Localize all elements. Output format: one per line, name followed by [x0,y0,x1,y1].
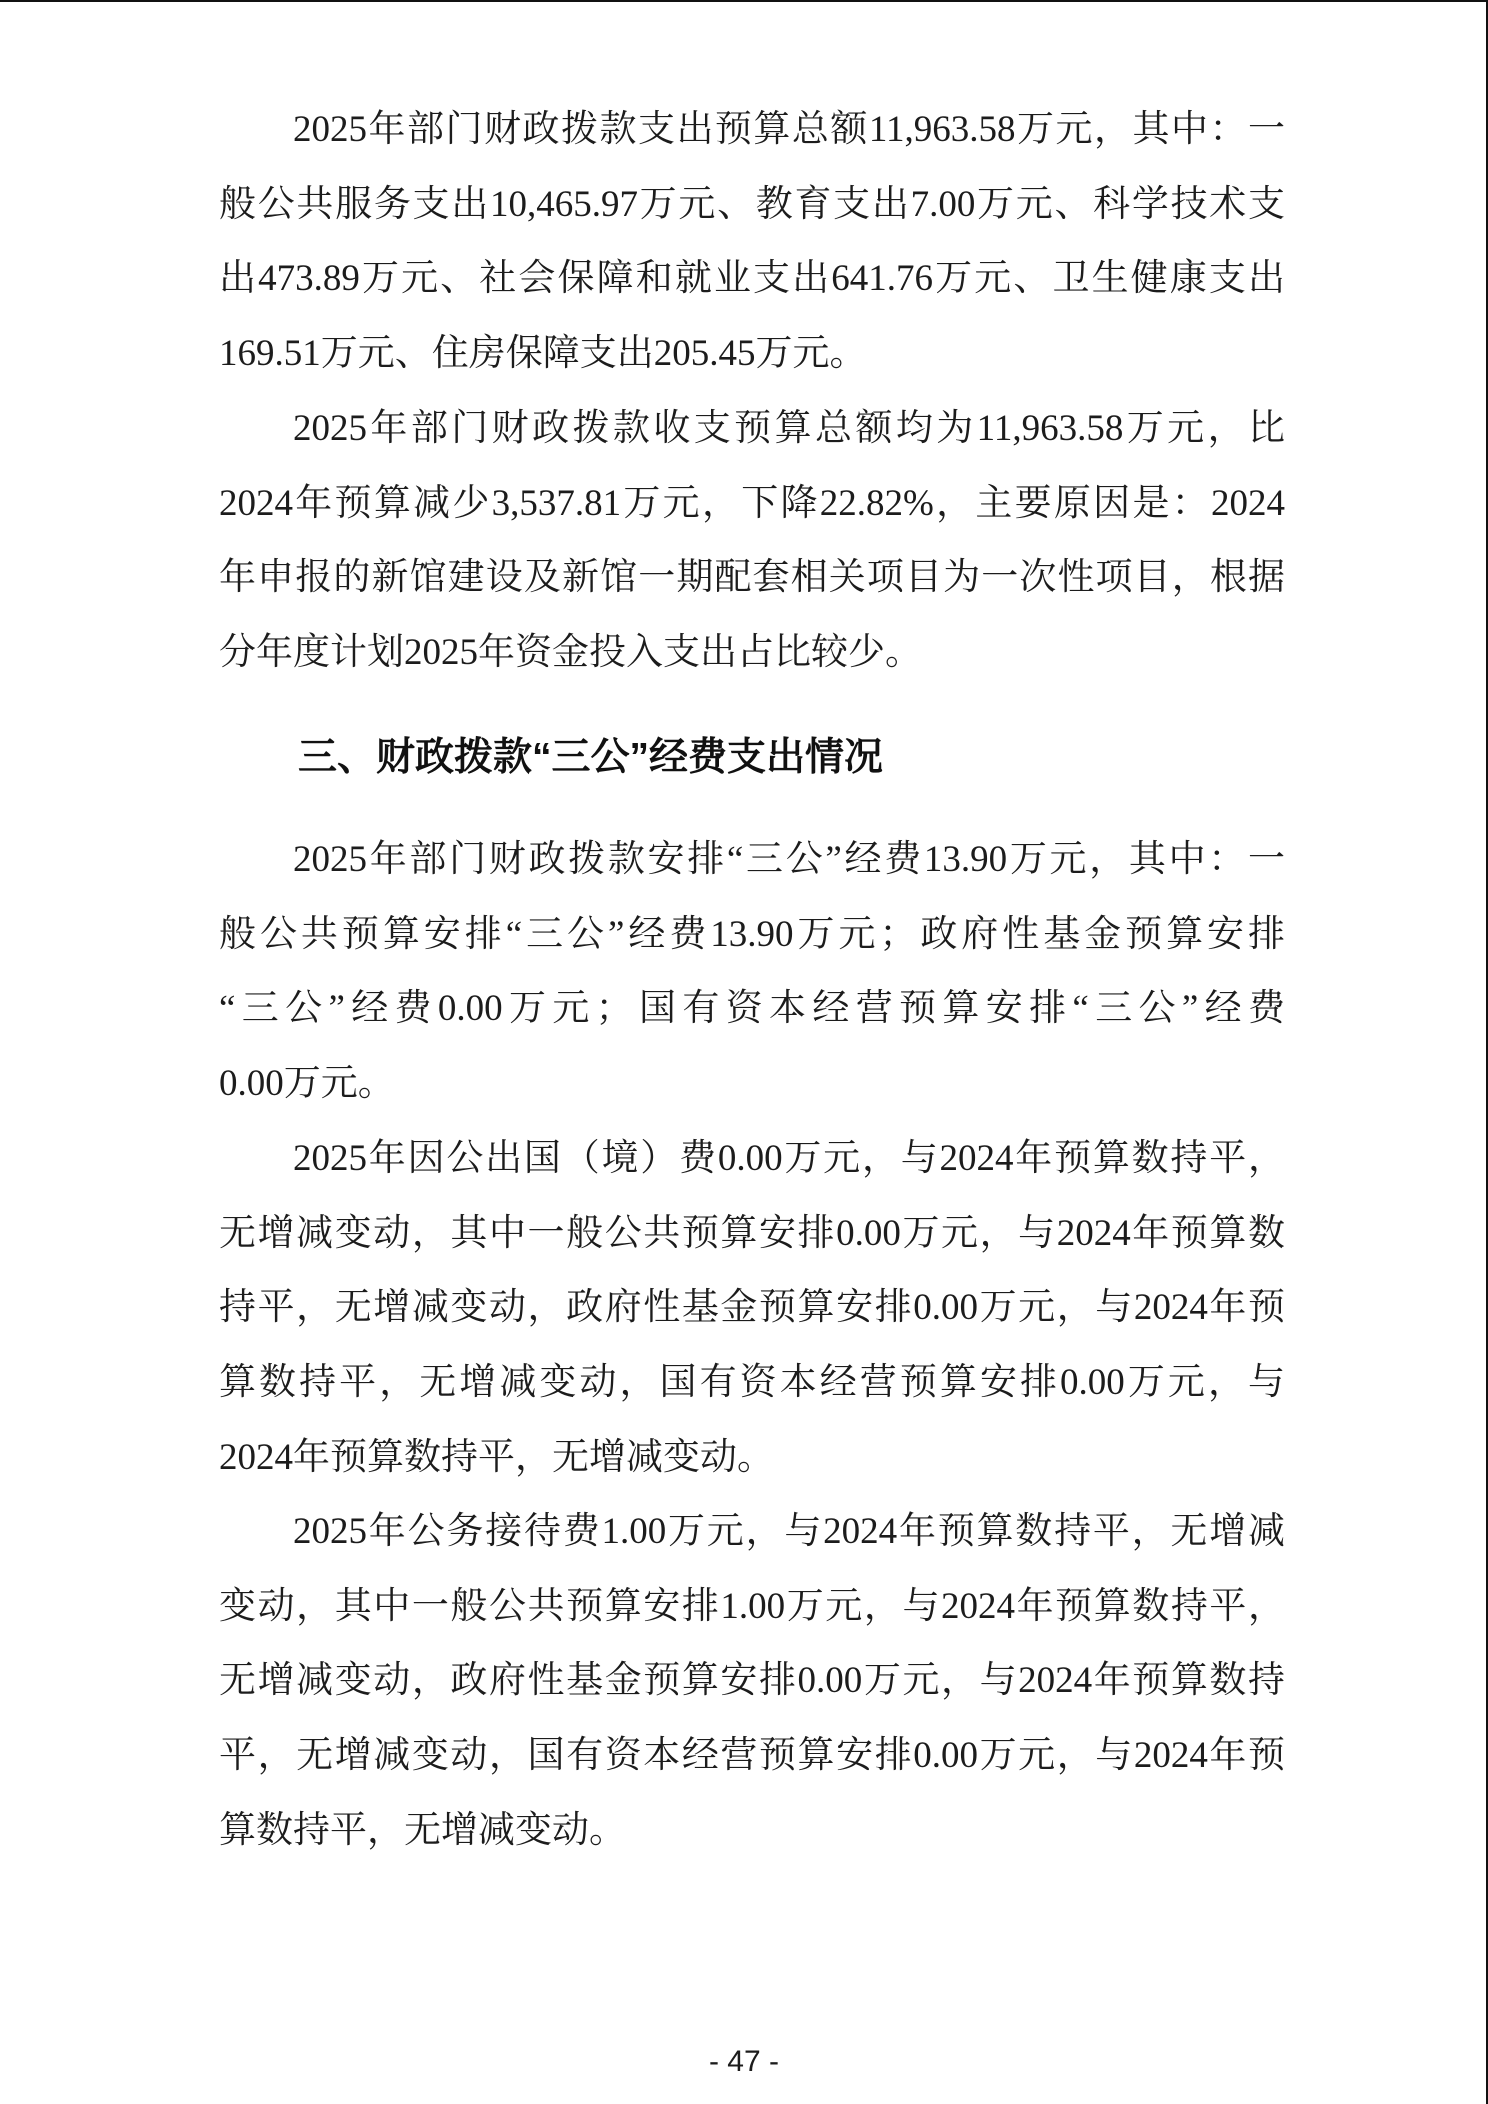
paragraph-reception-expenses [219,1495,1285,1868]
paragraph-line: 无增减变动，政府性基金预算安排0.00万元，与2024年预算数持 [219,1660,1285,1702]
paragraph-line: 变动，其中一般公共预算安排1.00万元，与2024年预算数持平， [219,1585,1285,1627]
paragraph-line: 般公共预算安排“三公”经费13.90万元；政府性基金预算安排 [219,913,1285,955]
page-top-border [0,0,1488,2]
paragraph-line: 0.00万元。 [219,1063,395,1105]
page-number: - 47 - [708,2045,780,2078]
paragraph-line: 持平，无增减变动，政府性基金预算安排0.00万元，与2024年预 [219,1287,1285,1329]
paragraph-line: 平，无增减变动，国有资本经营预算安排0.00万元，与2024年预 [219,1735,1285,1777]
paragraph-line: 169.51万元、住房保障支出205.45万元。 [219,333,867,375]
paragraph-line: 2024年预算减少3,537.81万元，下降22.82%，主要原因是：2024 [219,482,1285,524]
paragraph-line: 2025年部门财政拨款安排“三公”经费13.90万元，其中：一 [293,839,1285,880]
section-heading: 三、财政拨款“三公”经费支出情况 [298,736,884,779]
paragraph-line: 2025年因公出国（境）费0.00万元，与2024年预算数持平， [293,1138,1285,1179]
paragraph-line: 2025年部门财政拨款支出预算总额11,963.58万元，其中：一 [293,109,1285,150]
paragraph-line: 般公共服务支出10,465.97万元、教育支出7.00万元、科学技术支 [219,183,1285,225]
paragraph-expenditure-budget [219,93,1285,392]
paragraph-line: 算数持平，无增减变动。 [219,1809,626,1851]
paragraph-line: 出473.89万元、社会保障和就业支出641.76万元、卫生健康支出 [219,258,1285,300]
paragraph-line: 年申报的新馆建设及新馆一期配套相关项目为一次性项目，根据 [219,557,1285,599]
paragraph-line: 无增减变动，其中一般公共预算安排0.00万元，与2024年预算数 [219,1212,1285,1254]
paragraph-line: “三公”经费0.00万元；国有资本经营预算安排“三公”经费 [219,988,1285,1030]
paragraph-budget-comparison [219,392,1285,691]
paragraph-line: 分年度计划2025年资金投入支出占比较少。 [219,632,922,674]
paragraph-overseas-travel [219,1122,1285,1495]
paragraph-line: 2025年部门财政拨款收支预算总额均为11,963.58万元，比 [293,408,1285,449]
paragraph-line: 2025年公务接待费1.00万元，与2024年预算数持平，无增减 [293,1511,1285,1552]
paragraph-line: 2024年预算数持平，无增减变动。 [219,1436,774,1478]
paragraph-line: 算数持平，无增减变动，国有资本经营预算安排0.00万元，与 [219,1362,1285,1404]
paragraph-three-public-funds [219,823,1285,1122]
